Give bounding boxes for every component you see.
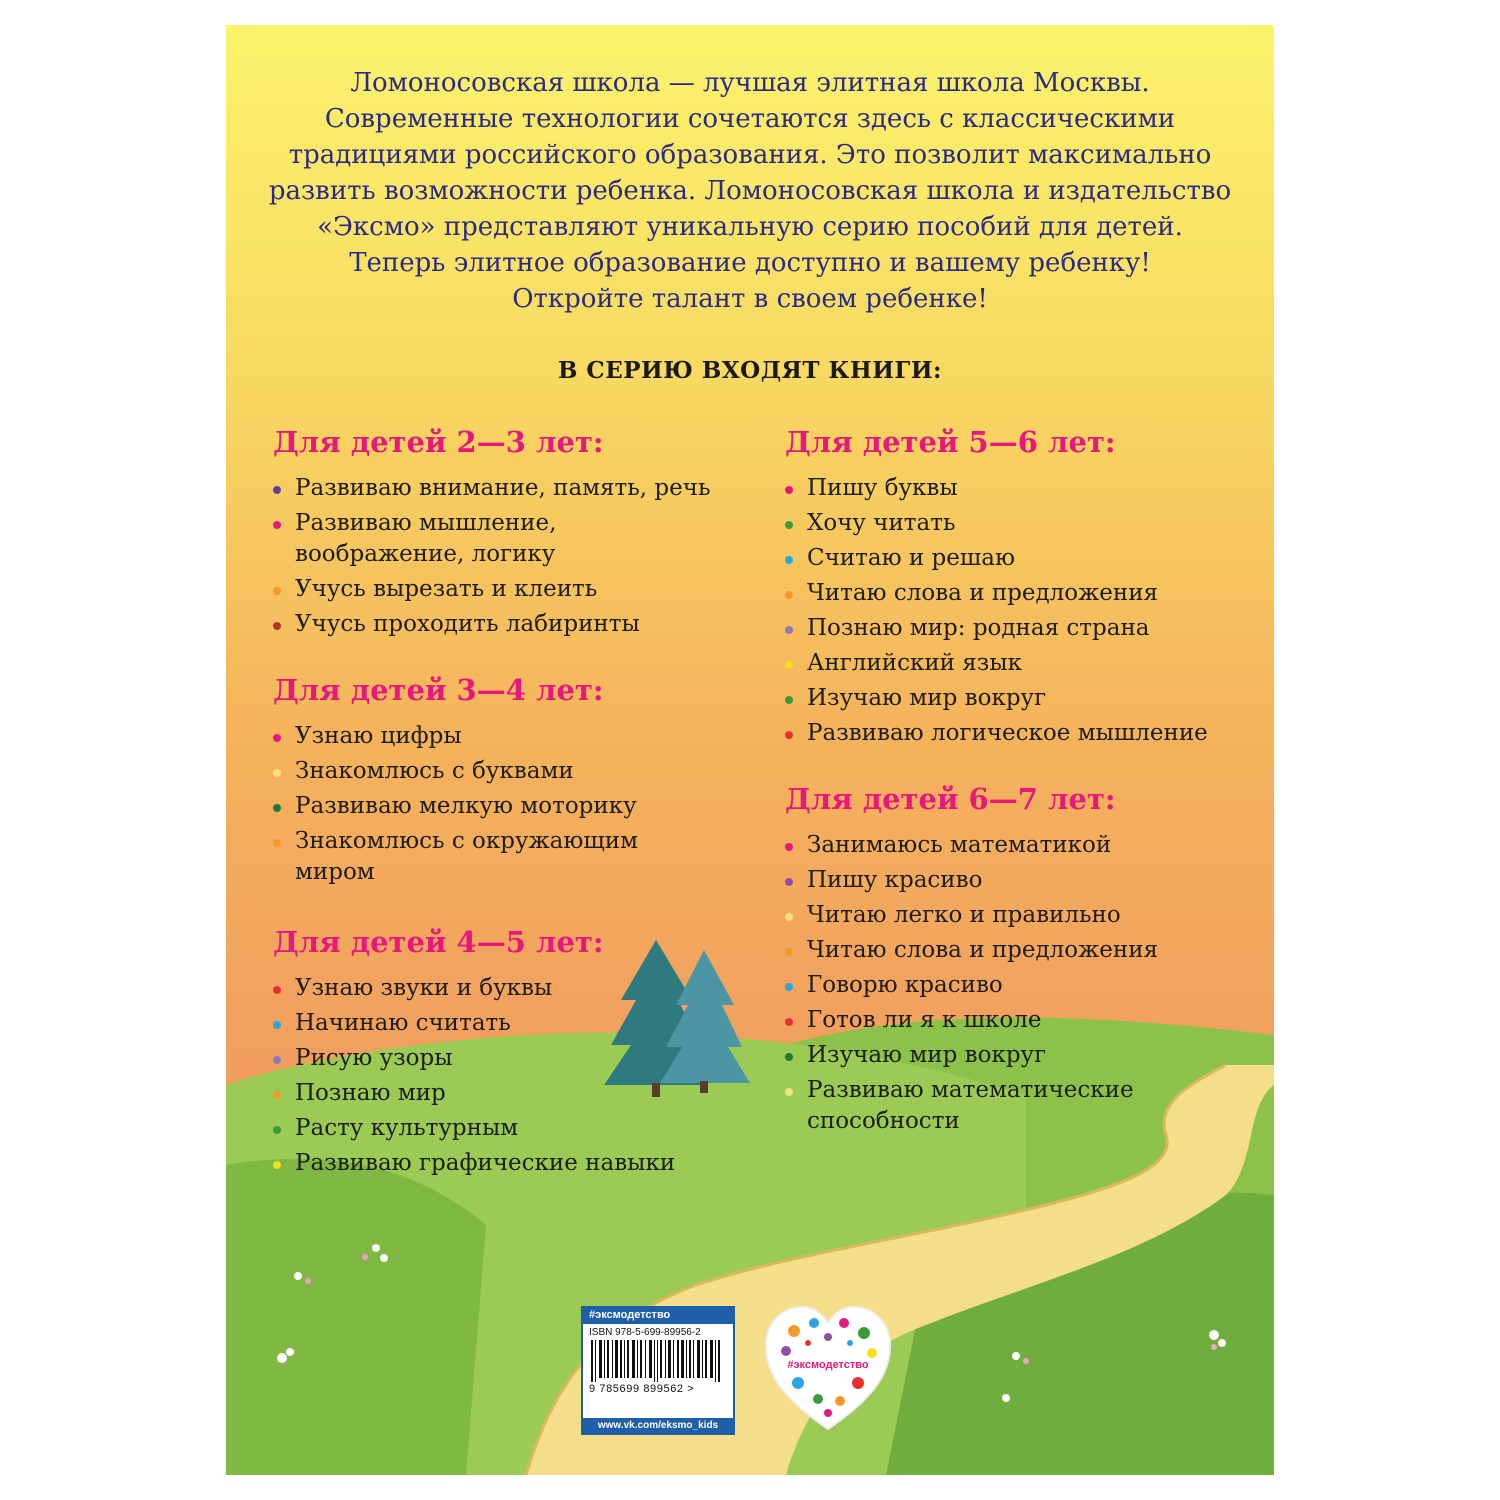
book-title: Занимаюсь математикой: [807, 832, 1112, 858]
age-group-heading: Для детей 4—5 лет:: [273, 925, 604, 959]
list-item: [785, 970, 1225, 1001]
bullet-icon: [785, 913, 793, 921]
bullet-icon: [785, 696, 793, 704]
bullet-icon: [785, 626, 793, 634]
bullet-icon: [785, 878, 793, 886]
book-title: Развиваю мышление, воображение, логику: [295, 510, 557, 567]
intro-line: «Эксмо» представляют уникальную серию пособий для детей.: [317, 212, 1183, 242]
bullet-icon: [273, 1126, 281, 1134]
list-item: [273, 973, 713, 1004]
book-title: Развиваю логическое мышление: [807, 720, 1208, 746]
age-group-heading: Для детей 2—3 лет:: [273, 425, 604, 459]
bullet-icon: [273, 734, 281, 742]
book-list: [785, 473, 1225, 749]
book-title: Начинаю считать: [295, 1010, 511, 1036]
bullet-icon: [785, 661, 793, 669]
bullet-icon: [273, 1056, 281, 1064]
heart-hashtag: #эксмодетство: [787, 1359, 869, 1371]
isbn-text: ISBN 978-5-699-89956-2: [589, 1327, 701, 1338]
bullet-icon: [273, 486, 281, 494]
series-title: В СЕРИЮ ВХОДЯТ КНИГИ:: [557, 357, 943, 384]
list-item: [785, 578, 1225, 609]
book-title: Рисую узоры: [295, 1045, 453, 1071]
age-group-heading: Для детей 3—4 лет:: [273, 673, 604, 707]
list-item: [785, 865, 1225, 896]
list-item: [785, 1040, 1225, 1071]
book-title: Изучаю мир вокруг: [807, 685, 1047, 711]
book-title: Хочу читать: [807, 510, 956, 536]
list-item: [785, 935, 1225, 966]
list-item: [785, 473, 1225, 504]
book-title: Узнаю звуки и буквы: [295, 975, 553, 1001]
bullet-icon: [785, 731, 793, 739]
book-title: Знакомлюсь с буквами: [295, 758, 574, 784]
bullet-icon: [273, 1161, 281, 1169]
list-item: [785, 1005, 1225, 1036]
list-item: [785, 718, 1225, 749]
book-title: Развиваю внимание, память, речь: [295, 475, 711, 501]
list-item: [273, 473, 713, 504]
bullet-icon: [273, 521, 281, 529]
book-title: Английский язык: [807, 650, 1023, 676]
bullet-icon: [785, 1053, 793, 1061]
vk-link[interactable]: www.vk.com/eksmo_kids: [583, 1418, 733, 1433]
book-title: Готов ли я к школе: [807, 1007, 1042, 1033]
list-item: [273, 1043, 713, 1074]
list-item: [273, 1078, 713, 1109]
book-title: Пишу красиво: [807, 867, 983, 893]
book-title: Читаю слова и предложения: [807, 937, 1159, 963]
list-item: [273, 508, 713, 570]
list-item: [785, 900, 1225, 931]
barcode-number: 9 785699 899562 >: [589, 1383, 695, 1395]
bullet-icon: [273, 1021, 281, 1029]
list-item: [273, 826, 713, 888]
bullet-icon: [785, 948, 793, 956]
intro-text: [226, 65, 1274, 317]
intro-line: Теперь элитное образование доступно и вашему ребенку!: [349, 248, 1151, 278]
list-item: [273, 1148, 713, 1179]
age-group-5-6: [785, 425, 1225, 753]
list-item: [785, 613, 1225, 644]
bullet-icon: [785, 1088, 793, 1096]
book-list: [273, 721, 713, 888]
bullet-icon: [273, 986, 281, 994]
book-title: Читаю слова и предложения: [807, 580, 1159, 606]
book-title: Познаю мир: родная страна: [807, 615, 1150, 641]
list-item: [273, 721, 713, 752]
book-list: [273, 973, 713, 1179]
intro-line: Ломоносовская школа — лучшая элитная школа Москвы.: [350, 68, 1150, 98]
book-title: Учусь проходить лабиринты: [295, 611, 640, 637]
age-group-heading: Для детей 5—6 лет:: [785, 425, 1116, 459]
bullet-icon: [273, 769, 281, 777]
bullet-icon: [273, 622, 281, 630]
list-item: [273, 1008, 713, 1039]
book-title: Развиваю мелкую моторику: [295, 793, 637, 819]
list-item: [785, 508, 1225, 539]
barcode-icon: [589, 1340, 727, 1382]
age-group-4-5: [273, 925, 713, 1183]
bullet-icon: [785, 843, 793, 851]
list-item: [785, 543, 1225, 574]
eksmo-kids-heart-logo: [764, 1303, 892, 1433]
list-item: [273, 756, 713, 787]
bullet-icon: [785, 983, 793, 991]
list-item: [273, 574, 713, 605]
book-title: Изучаю мир вокруг: [807, 1042, 1047, 1068]
book-title: Читаю легко и правильно: [807, 902, 1121, 928]
list-item: [273, 609, 713, 640]
book-list: [273, 473, 713, 640]
book-title: Развиваю графические навыки: [295, 1150, 676, 1176]
book-list: [785, 830, 1225, 1137]
intro-line: Откройте талант в своем ребенке!: [512, 284, 988, 314]
book-title: Развиваю математические способности: [807, 1077, 1134, 1134]
bullet-icon: [785, 591, 793, 599]
book-title: Говорю красиво: [807, 972, 1003, 998]
book-title: Знакомлюсь с окружающим миром: [295, 828, 639, 885]
list-item: [273, 791, 713, 822]
bullet-icon: [273, 804, 281, 812]
book-title: Учусь вырезать и клеить: [295, 576, 598, 602]
age-group-6-7: [785, 782, 1225, 1141]
bullet-icon: [785, 556, 793, 564]
list-item: [785, 830, 1225, 861]
bullet-icon: [785, 521, 793, 529]
book-title: Пишу буквы: [807, 475, 958, 501]
book-back-cover: [226, 25, 1274, 1475]
book-title: Считаю и решаю: [807, 545, 1015, 571]
bullet-icon: [785, 1018, 793, 1026]
age-group-2-3: [273, 425, 713, 644]
bullet-icon: [273, 1091, 281, 1099]
bullet-icon: [273, 587, 281, 595]
list-item: [785, 1075, 1225, 1137]
bullet-icon: [273, 839, 281, 847]
hashtag-label: #эксмодетство: [583, 1308, 733, 1324]
age-group-3-4: [273, 673, 713, 892]
book-title: Узнаю цифры: [295, 723, 462, 749]
barcode-label: [581, 1306, 735, 1435]
intro-line: Современные технологии сочетаются здесь с классическими: [324, 104, 1176, 134]
book-title: Познаю мир: [295, 1080, 446, 1106]
list-item: [785, 648, 1225, 679]
intro-line: развить возможности ребенка. Ломоносовская школа и издательство: [268, 176, 1232, 206]
intro-line: традициями российского образования. Это позволит максимально: [288, 140, 1212, 170]
bullet-icon: [785, 486, 793, 494]
list-item: [273, 1113, 713, 1144]
age-group-heading: Для детей 6—7 лет:: [785, 782, 1116, 816]
book-title: Расту культурным: [295, 1115, 519, 1141]
list-item: [785, 683, 1225, 714]
